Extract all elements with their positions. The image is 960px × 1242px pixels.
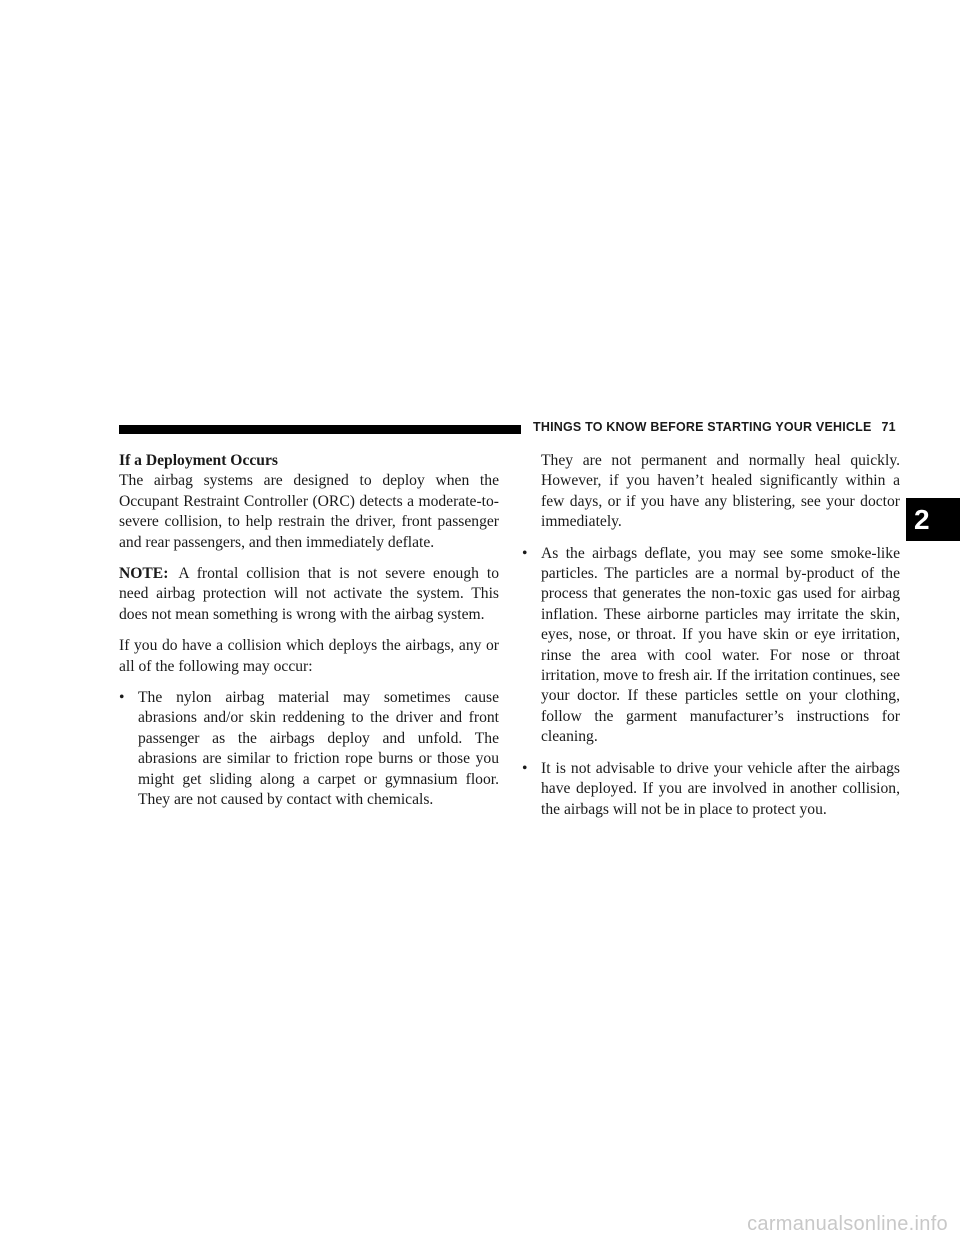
chapter-tab: 2 — [906, 498, 960, 541]
note-text: A frontal collision that is not severe enough to need airbag protection will not activate the system. This does not mean something is wrong with the airbag system. — [119, 565, 499, 623]
list-item — [522, 544, 900, 748]
intro-paragraph: The airbag systems are designed to deploy when the Occupant Restraint Controller (ORC) detects a moderate-to-severe collision, to help restrain the driver, front passenger and rear passengers, and then immediately deflate. — [119, 472, 499, 551]
effects-list-continued — [522, 544, 900, 820]
right-column — [522, 451, 900, 831]
list-item-text: As the airbags deflate, you may see some smoke-like particles. The particles are a normal by-product of the process that generates the non-toxic gas used for airbag inflation. These airborne particles may irritate the skin, eyes, nose, or throat. If you have skin or eye irritation, rinse the area with cool water. For nose or throat irritation, move to fresh air. If the irritation continues, see your doctor. If these particles settle on your clothing, follow the garment manufacturer’s instructions for cleaning. — [541, 544, 900, 746]
note-label: NOTE: — [119, 565, 169, 583]
note-paragraph — [119, 564, 499, 625]
watermark: carmanualsonline.info — [747, 1213, 948, 1235]
header-rule — [119, 425, 521, 434]
left-column — [119, 451, 499, 822]
running-header — [533, 420, 896, 434]
list-item-continued: They are not permanent and normally heal quickly. However, if you haven’t healed significantly within a few days, or if you have any blistering, see your doctor immediately. — [541, 452, 900, 531]
list-item — [522, 759, 900, 820]
page-number: 71 — [881, 420, 896, 434]
list-item — [119, 688, 499, 810]
bullet-icon: • — [119, 689, 125, 707]
section-heading: If a Deployment Occurs — [119, 452, 278, 469]
header-title: THINGS TO KNOW BEFORE STARTING YOUR VEHICLE — [533, 420, 872, 434]
bullet-icon: • — [522, 759, 528, 777]
list-item-text: It is not advisable to drive your vehicle after the airbags have deployed. If you are involved in another collision, the airbags will not be in place to protect you. — [541, 759, 900, 818]
bullet-icon: • — [522, 544, 528, 562]
list-item-text: The nylon airbag material may sometimes cause abrasions and/or skin reddening to the driver and front passenger as the airbags deploy and unfold. The abrasions are similar to friction rope burns or those you might get sliding along a carpet or gymnasium floor. They are not caused by contact with chemicals. — [138, 689, 499, 809]
collision-paragraph: If you do have a collision which deploys the airbags, any or all of the following may occur: — [119, 637, 499, 675]
effects-list — [119, 688, 499, 810]
